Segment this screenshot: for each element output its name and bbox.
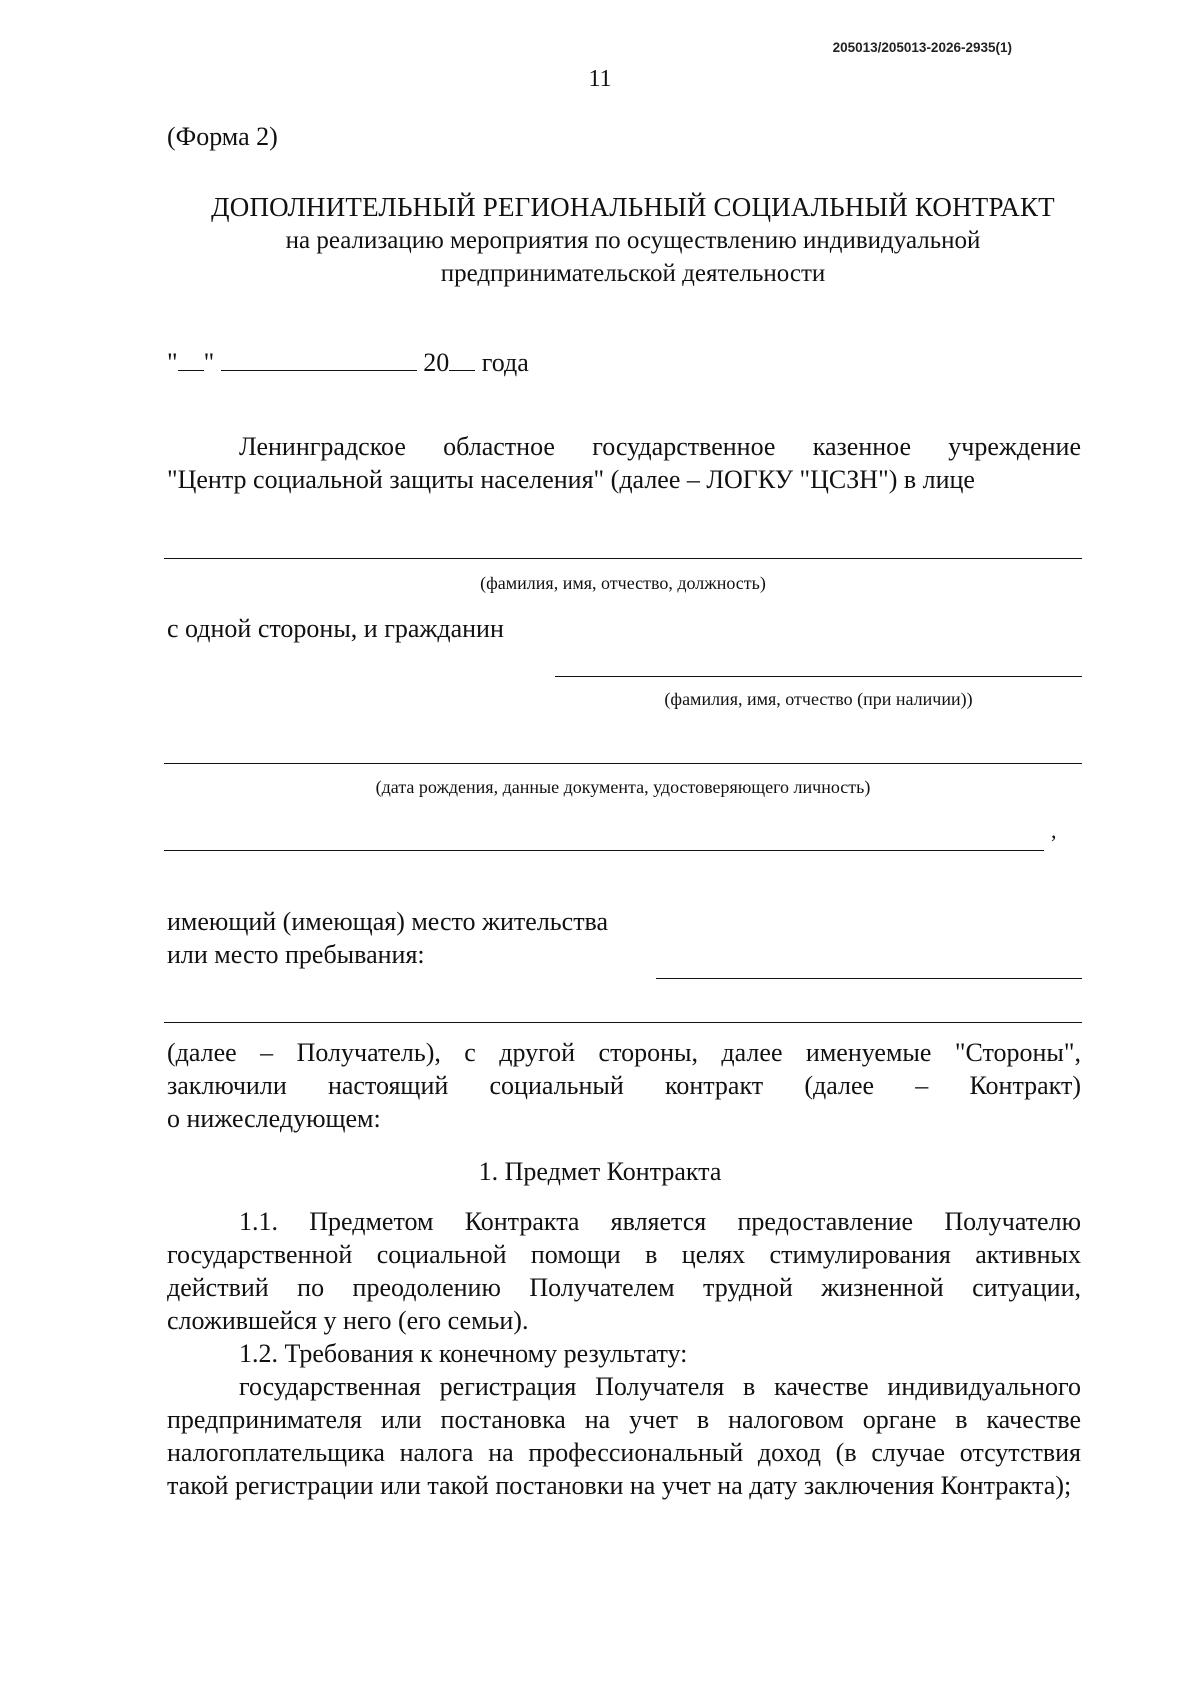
form-label: (Форма 2) bbox=[167, 122, 278, 151]
closing-block bbox=[167, 1036, 1081, 1135]
residence-block bbox=[167, 905, 608, 971]
clause-1-1: 1.1. Предметом Контракта является предоставление Получателю государственной социальной помощи в целях стимулирования активных действий по преодолению Получателем трудной жизненной ситуации, сложившейся у него (его семьи). bbox=[167, 1207, 1081, 1335]
representative-caption: (фамилия, имя, отчество, должность) bbox=[480, 573, 766, 593]
closing-line-1: (далее – Получатель), с другой стороны, далее именуемые "Стороны", bbox=[167, 1038, 1081, 1067]
party2-intro: с одной стороны, и гражданин bbox=[167, 614, 504, 643]
trailing-comma: , bbox=[1051, 818, 1057, 843]
section-1-heading: 1. Предмет Контракта bbox=[478, 1157, 722, 1186]
residence-line-2: или место пребывания: bbox=[167, 940, 425, 969]
citizen-doc-blank-line bbox=[164, 763, 1082, 764]
residence-blank-line-2 bbox=[164, 1022, 1082, 1023]
date-quote-open: " bbox=[167, 348, 178, 377]
citizen-doc-blank-line-2 bbox=[164, 850, 1044, 851]
month-blank bbox=[221, 350, 417, 371]
clause-1-2: 1.2. Требования к конечному результату: bbox=[239, 1339, 688, 1368]
party1-line-1: Ленинградское областное государственное казенное учреждение bbox=[239, 432, 1081, 461]
closing-line-2: заключили настоящий социальный контракт (далее – Контракт) bbox=[167, 1071, 1081, 1100]
closing-line-3: о нижеследующем: bbox=[167, 1104, 381, 1133]
clause-1-2-item: государственная регистрация Получателя в качестве индивидуального предпринимателя или постановка на учет в налоговом органе в качестве налогоплательщика налога на профессиональный доход (в случае отсутствия такой регистрации или такой постановки на учет на дату заключения Контракта); bbox=[167, 1372, 1081, 1500]
party1-line-2: "Центр социальной защиты населения" (далее – ЛОГКУ "ЦСЗН") в лице bbox=[167, 465, 975, 494]
year-prefix: 20 bbox=[423, 348, 450, 377]
document-id: 205013/205013-2026-2935(1) bbox=[832, 40, 1012, 55]
year-suffix: года bbox=[481, 348, 529, 377]
document-title: ДОПОЛНИТЕЛЬНЫЙ РЕГИОНАЛЬНЫЙ СОЦИАЛЬНЫЙ КОНТРАКТ bbox=[211, 192, 1055, 222]
document-subtitle-line-2: предпринимательской деятельности bbox=[440, 260, 826, 287]
citizen-doc-caption: (дата рождения, данные документа, удостоверяющего личность) bbox=[375, 777, 871, 797]
document-subtitle-line-1: на реализацию мероприятия по осуществлению индивидуальной bbox=[285, 227, 981, 254]
section-1-body bbox=[167, 1205, 1081, 1502]
document-title-block bbox=[120, 190, 1146, 290]
residence-blank-line bbox=[656, 978, 1082, 979]
citizen-name-caption: (фамилия, имя, отчество (при наличии)) bbox=[664, 689, 973, 709]
party1-block bbox=[167, 430, 1081, 496]
representative-blank-line bbox=[164, 558, 1082, 559]
date-quote-close: " bbox=[203, 348, 215, 377]
day-blank bbox=[178, 350, 204, 371]
page-number: 11 bbox=[588, 66, 612, 92]
citizen-name-blank-line bbox=[555, 676, 1082, 677]
residence-line-1: имеющий (имеющая) место жительства bbox=[167, 907, 609, 936]
year-blank bbox=[449, 350, 475, 371]
date-line bbox=[167, 348, 529, 378]
